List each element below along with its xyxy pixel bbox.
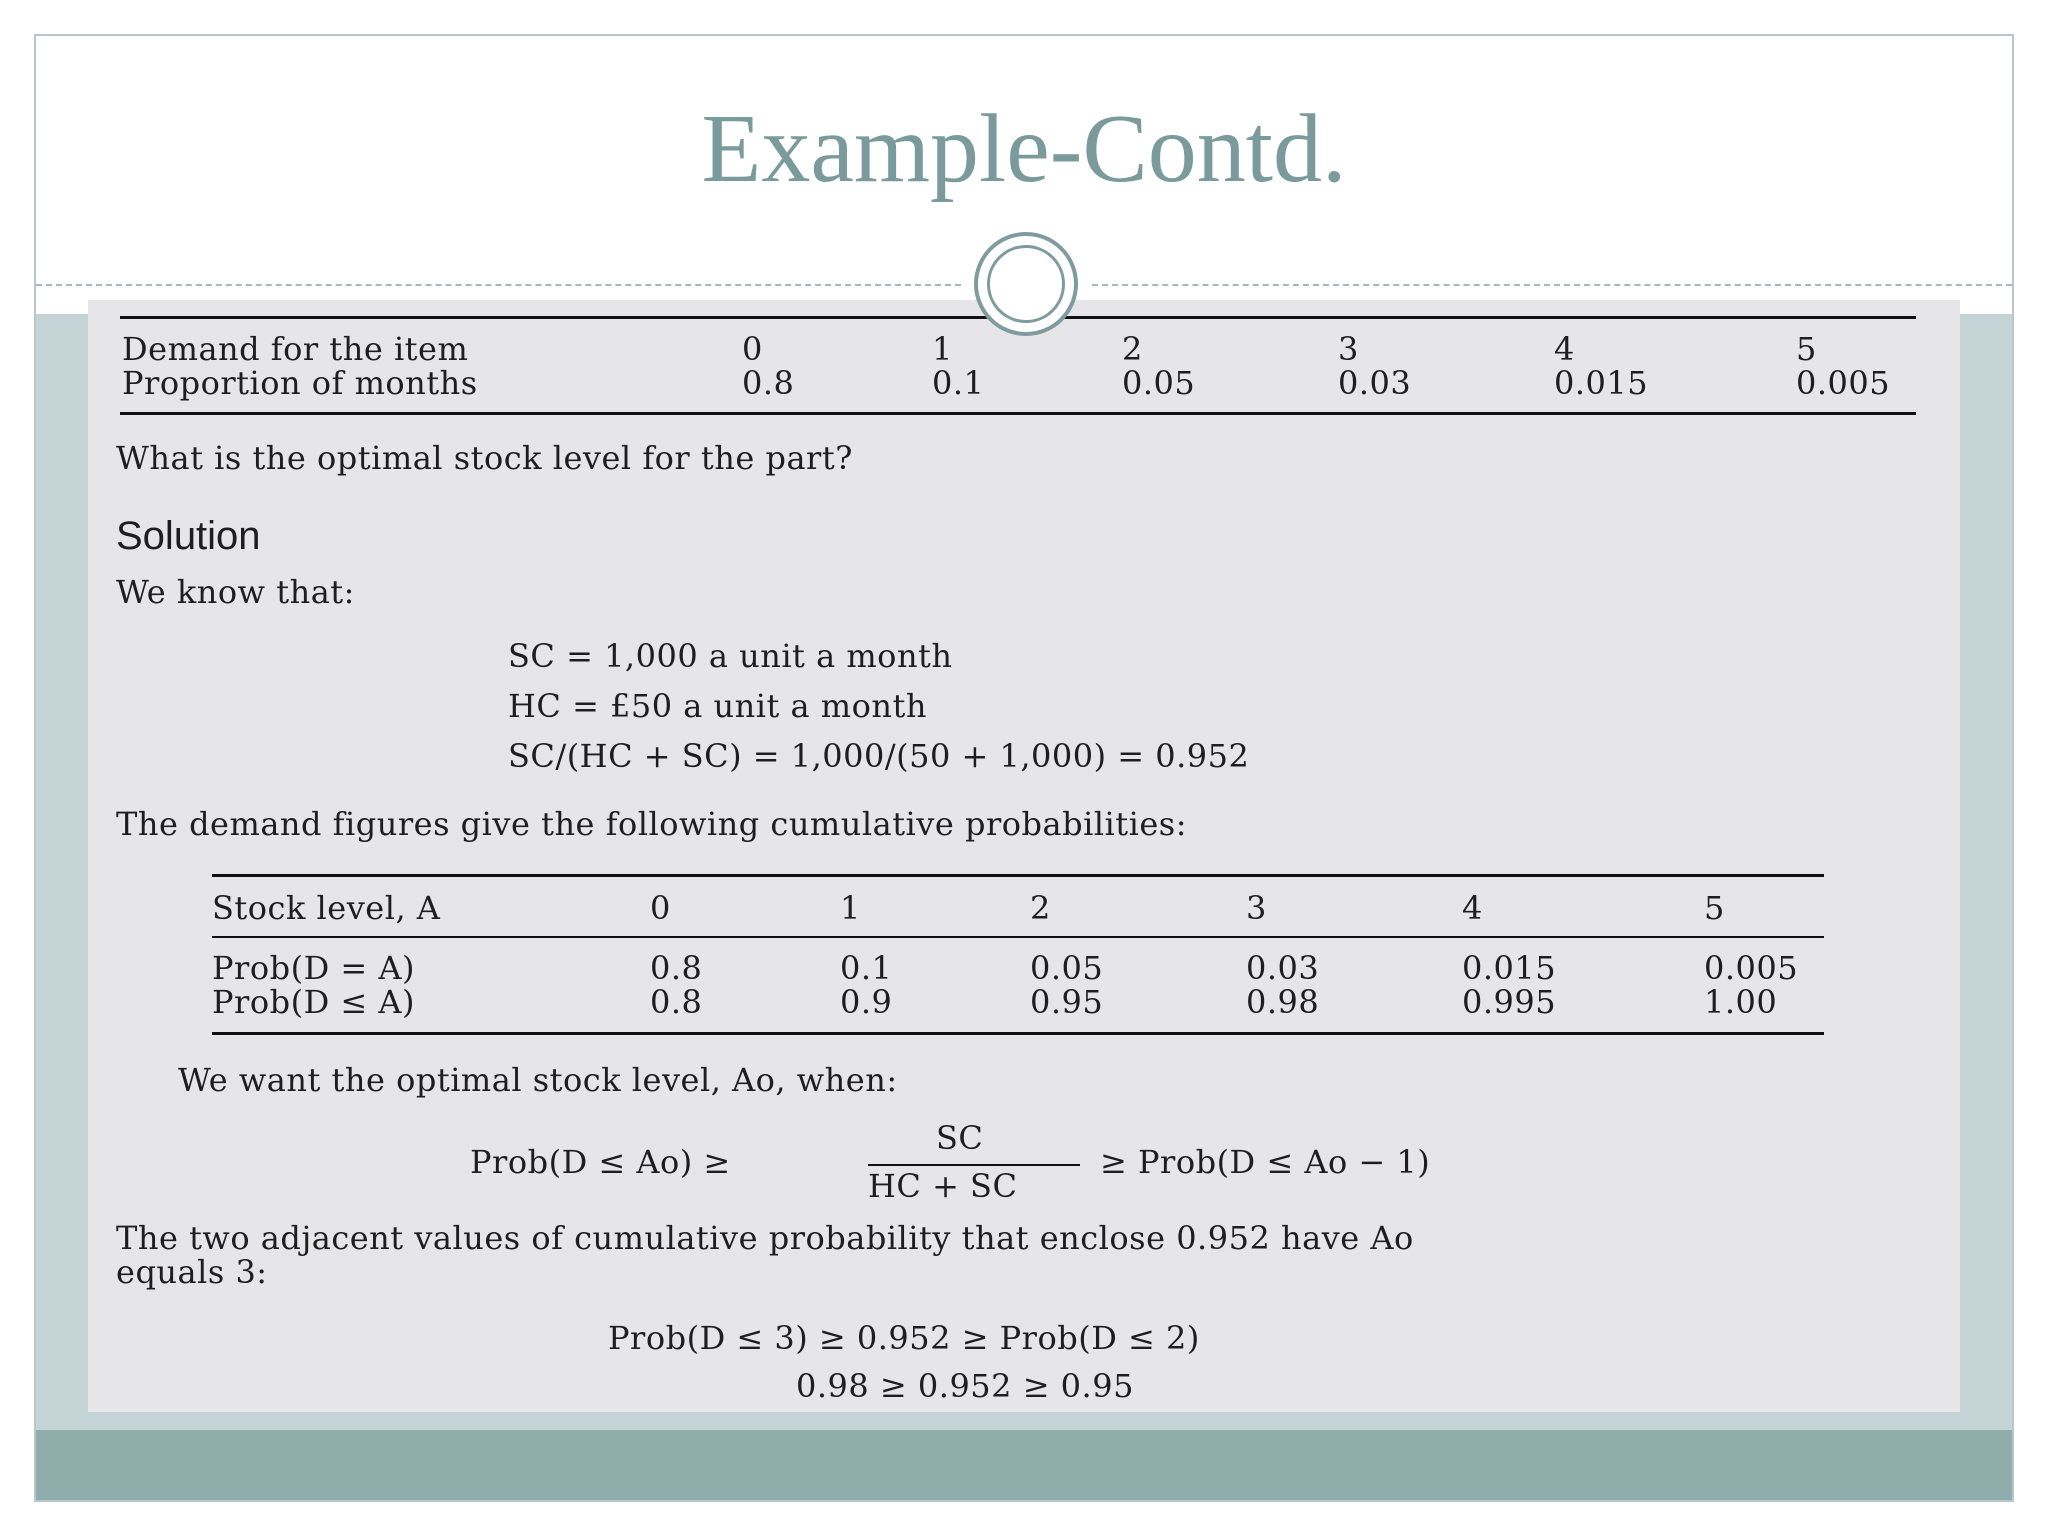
table2-level-cell: 3 — [1246, 889, 1267, 927]
table1-demand-cell: 5 — [1796, 330, 1817, 368]
table1-row-label-proportion: Proportion of months — [122, 364, 478, 402]
table2-level-cell: 5 — [1704, 889, 1725, 927]
table2-row1-cell: 0.005 — [1704, 949, 1799, 987]
table1-demand-cell: 2 — [1122, 330, 1143, 368]
table2-bottom-rule — [212, 1032, 1824, 1035]
table1-demand-cell: 0 — [742, 330, 763, 368]
table2-level-cell: 0 — [650, 889, 671, 927]
table2-row2-cell: 0.9 — [840, 983, 893, 1021]
textbook-image — [88, 300, 1960, 1412]
table1-demand-cell: 3 — [1338, 330, 1359, 368]
table1-proportion-cell: 0.03 — [1338, 364, 1412, 402]
demand-figures-text: The demand figures give the following cumulative probabilities: — [116, 805, 1187, 843]
table2-row1-cell: 0.1 — [840, 949, 893, 987]
solution-heading: Solution — [116, 514, 261, 558]
table1-proportion-cell: 0.05 — [1122, 364, 1196, 402]
formula-fraction-bar — [868, 1164, 1080, 1166]
title-divider-right — [1092, 284, 2012, 286]
question-text: What is the optimal stock level for the part? — [116, 439, 853, 477]
table1-proportion-cell: 0.1 — [932, 364, 985, 402]
adjacent-text-line1: The two adjacent values of cumulative probability that enclose 0.952 have Ao — [116, 1219, 1414, 1257]
table2-level-cell: 2 — [1030, 889, 1051, 927]
table2-row1-cell: 0.05 — [1030, 949, 1104, 987]
table2-top-rule — [212, 874, 1824, 877]
formula-numerator: SC — [936, 1119, 984, 1157]
want-text: We want the optimal stock level, Ao, when: — [178, 1061, 898, 1099]
table1-row-label-demand: Demand for the item — [122, 330, 469, 368]
table1-proportion-cell: 0.005 — [1796, 364, 1891, 402]
we-know-text: We know that: — [116, 573, 355, 611]
title-divider-left — [36, 284, 961, 286]
table2-row2-cell: 0.8 — [650, 983, 703, 1021]
table1-demand-cell: 1 — [932, 330, 953, 368]
circle-ornament-icon — [974, 232, 1078, 336]
table2-row2-cell: 0.995 — [1462, 983, 1557, 1021]
formula-right: ≥ Prob(D ≤ Ao − 1) — [1100, 1143, 1431, 1181]
table2-row1-cell: 0.8 — [650, 949, 703, 987]
result-inequality-2: 0.98 ≥ 0.952 ≥ 0.95 — [796, 1367, 1134, 1405]
table2-row1-cell: 0.03 — [1246, 949, 1320, 987]
table2-header-rule — [212, 936, 1824, 938]
formula-left: Prob(D ≤ Ao) ≥ — [470, 1143, 731, 1181]
formula-denominator: HC + SC — [868, 1167, 1018, 1205]
table2-row2-label: Prob(D ≤ A) — [212, 983, 415, 1021]
adjacent-text-line2: equals 3: — [116, 1253, 268, 1291]
table2-row1-label: Prob(D = A) — [212, 949, 415, 987]
table2-row1-cell: 0.015 — [1462, 949, 1557, 987]
equation-ratio: SC/(HC + SC) = 1,000/(50 + 1,000) = 0.952 — [508, 737, 1250, 775]
table1-proportion-cell: 0.015 — [1554, 364, 1649, 402]
table2-level-cell: 4 — [1462, 889, 1483, 927]
table1-bottom-rule — [120, 412, 1916, 415]
table2-header-label: Stock level, A — [212, 889, 441, 927]
equation-sc: SC = 1,000 a unit a month — [508, 637, 953, 675]
table1-demand-cell: 4 — [1554, 330, 1575, 368]
table2-row2-cell: 0.95 — [1030, 983, 1104, 1021]
table2-row2-cell: 0.98 — [1246, 983, 1320, 1021]
equation-hc: HC = £50 a unit a month — [508, 687, 927, 725]
table1-proportion-cell: 0.8 — [742, 364, 795, 402]
table2-level-cell: 1 — [840, 889, 861, 927]
table2-row2-cell: 1.00 — [1704, 983, 1778, 1021]
footer-bar — [36, 1430, 2012, 1500]
slide-title: Example-Contd. — [701, 95, 1347, 203]
result-inequality-1: Prob(D ≤ 3) ≥ 0.952 ≥ Prob(D ≤ 2) — [608, 1319, 1200, 1357]
